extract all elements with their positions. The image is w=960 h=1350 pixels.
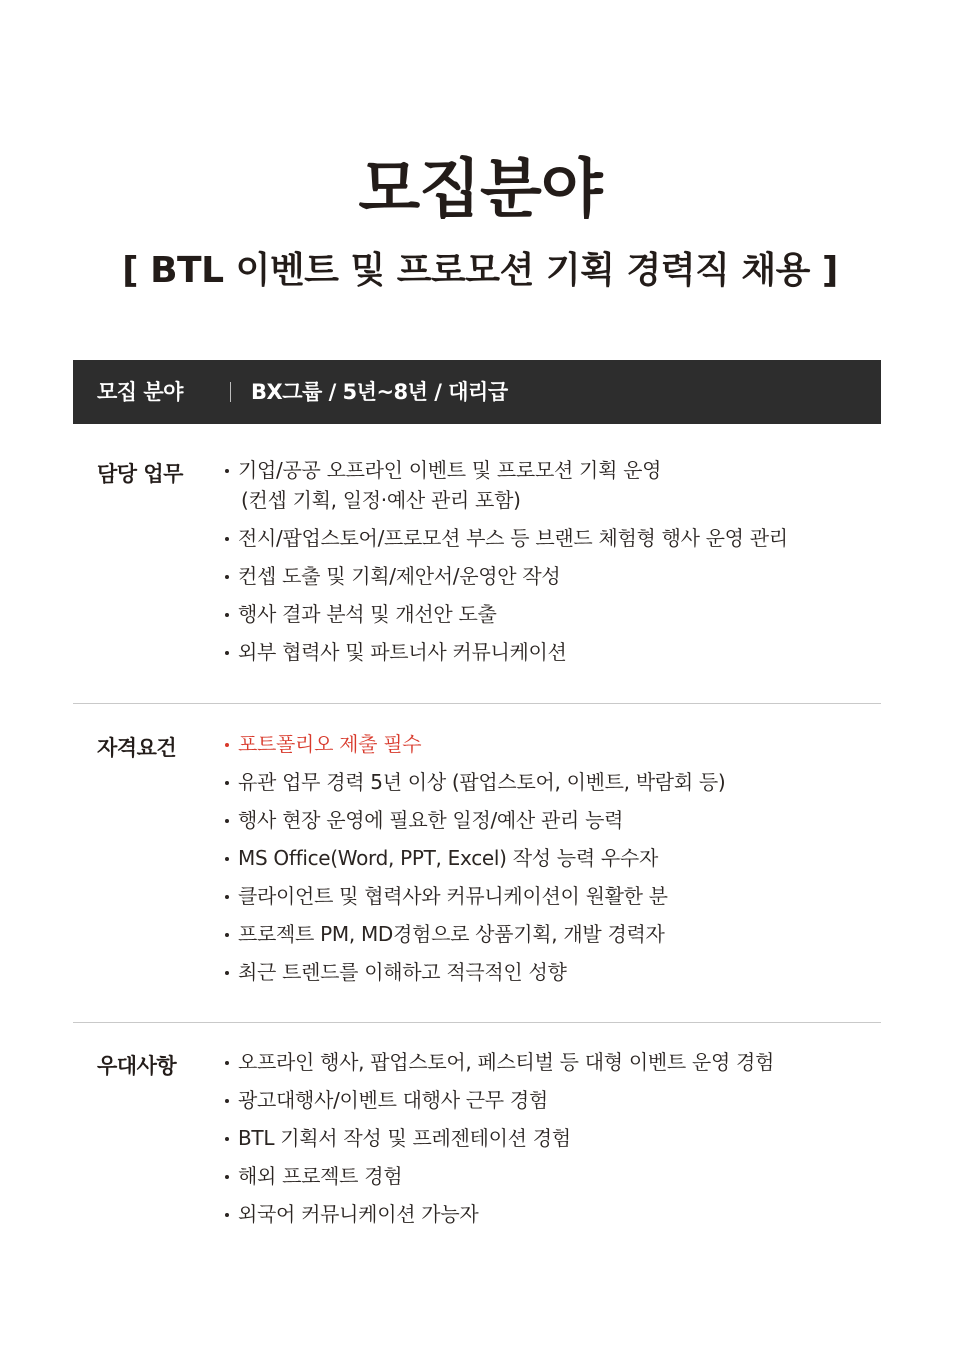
list-item — [225, 881, 725, 911]
list-item-text: 외국어 커뮤니케이션 가능자 — [238, 1202, 479, 1226]
list-item-required — [225, 729, 725, 759]
list-item-text: 기업/공공 오프라인 이벤트 및 프로모션 기획 운영 — [238, 458, 662, 482]
list-item-text: 클라이언트 및 협력사와 커뮤니케이션이 원활한 분 — [238, 884, 668, 908]
bullet-icon — [225, 933, 229, 937]
page-subtitle: [ BTL 이벤트 및 프로모션 기획 경력직 채용 ] — [122, 250, 838, 291]
bullet-icon — [225, 1061, 229, 1065]
bullet-icon — [225, 1213, 229, 1217]
list-item-text: 최근 트렌드를 이해하고 적극적인 성향 — [238, 960, 567, 984]
bullet-icon — [225, 819, 229, 823]
list-item-text: 오프라인 행사, 팝업스토어, 페스티벌 등 대형 이벤트 운영 경험 — [238, 1050, 775, 1074]
list-item — [225, 455, 788, 515]
section-title: 자격요건 — [97, 736, 177, 760]
list-item-text: 전시/팝업스토어/프로모션 부스 등 브랜드 체험형 행사 운영 관리 — [238, 526, 788, 550]
page-title: 모집분야 — [358, 153, 602, 227]
bullet-icon — [225, 537, 229, 541]
list-item-text: BTL 기획서 작성 및 프레젠테이션 경험 — [238, 1126, 571, 1150]
header-label: 모집 분야 — [97, 380, 183, 404]
list-item-text: 외부 협력사 및 파트너사 커뮤니케이션 — [238, 640, 567, 664]
bullet-icon — [225, 743, 229, 747]
list-item-text: 광고대행사/이벤트 대행사 근무 경험 — [238, 1088, 548, 1112]
list-item — [225, 599, 788, 629]
list-item-text: 포트폴리오 제출 필수 — [238, 732, 422, 756]
list-item-text: 컨셉 도출 및 기획/제안서/운영안 작성 — [238, 564, 561, 588]
bullet-icon — [225, 971, 229, 975]
list-item — [225, 561, 788, 591]
preferences-list — [225, 1047, 774, 1237]
qualifications-list — [225, 729, 725, 995]
list-item — [225, 805, 725, 835]
list-item-text: MS Office(Word, PPT, Excel) 작성 능력 우수자 — [238, 846, 658, 870]
list-item — [225, 637, 788, 667]
header-separator — [230, 382, 231, 402]
list-item — [225, 1161, 774, 1191]
bullet-icon — [225, 1099, 229, 1103]
bullet-icon — [225, 651, 229, 655]
list-item-text: 행사 현장 운영에 필요한 일정/예산 관리 능력 — [238, 808, 624, 832]
section-divider — [73, 1022, 881, 1023]
list-item — [225, 957, 725, 987]
list-item — [225, 1047, 774, 1077]
bullet-icon — [225, 1137, 229, 1141]
bullet-icon — [225, 895, 229, 899]
list-item-text: 해외 프로젝트 경험 — [238, 1164, 403, 1188]
list-item — [225, 1085, 774, 1115]
bullet-icon — [225, 575, 229, 579]
bullet-icon — [225, 469, 229, 473]
section-title: 우대사항 — [97, 1054, 177, 1078]
bullet-icon — [225, 613, 229, 617]
list-item — [225, 1199, 774, 1229]
section-title: 담당 업무 — [97, 462, 183, 486]
section-divider — [73, 703, 881, 704]
list-item-subtext: (컨셉 기획, 일정·예산 관리 포함) — [241, 488, 521, 512]
bullet-icon — [225, 781, 229, 785]
list-item-text: 행사 결과 분석 및 개선안 도출 — [238, 602, 497, 626]
list-item — [225, 843, 725, 873]
duties-list — [225, 455, 788, 675]
bullet-icon — [225, 1175, 229, 1179]
list-item — [225, 1123, 774, 1153]
list-item — [225, 523, 788, 553]
list-item — [225, 767, 725, 797]
list-item-text: 프로젝트 PM, MD경험으로 상품기획, 개발 경력자 — [238, 922, 665, 946]
list-item — [225, 919, 725, 949]
recruit-field-header — [73, 360, 881, 424]
header-value: BX그룹 / 5년~8년 / 대리급 — [251, 380, 508, 404]
list-item-text: 유관 업무 경력 5년 이상 (팝업스토어, 이벤트, 박람회 등) — [238, 770, 726, 794]
bullet-icon — [225, 857, 229, 861]
